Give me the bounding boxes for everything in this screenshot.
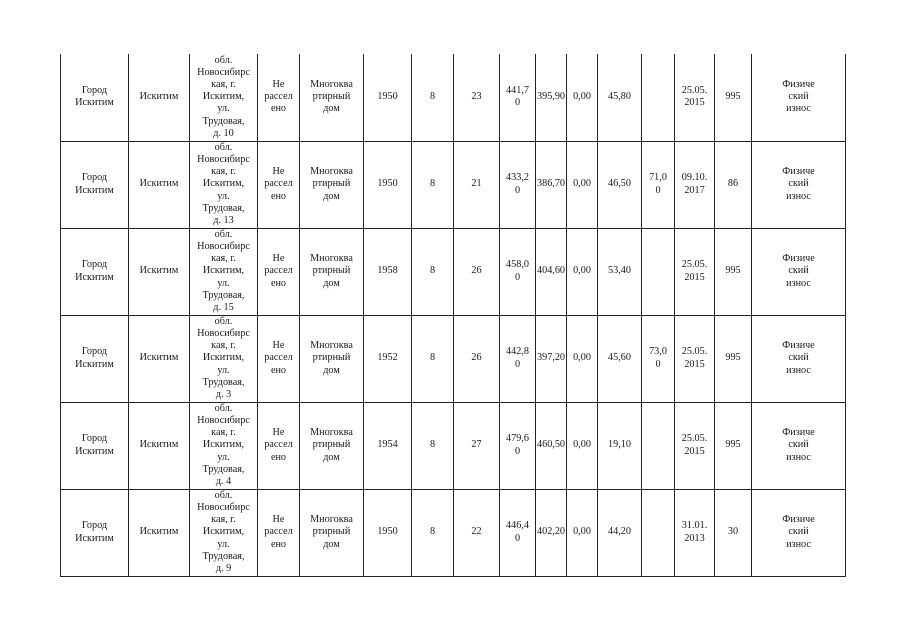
cell-reason bbox=[752, 54, 846, 141]
cell-floors bbox=[412, 141, 454, 228]
cell-text-year: 1950 bbox=[377, 91, 398, 103]
cell-text-floors: 8 bbox=[429, 352, 436, 364]
cell-text-residents: 22 bbox=[471, 526, 482, 538]
cell-text-floors: 8 bbox=[429, 178, 436, 190]
cell-text-area-zero: 0,00 bbox=[573, 178, 591, 190]
cell-text-date: 25.05. 2015 bbox=[681, 433, 708, 457]
cell-address bbox=[190, 141, 258, 228]
cell-area-extra bbox=[642, 54, 675, 141]
cell-text-status: Не рассел ено bbox=[264, 427, 293, 463]
housing-register-table bbox=[60, 54, 846, 577]
cell-text-area-common: 53,40 bbox=[608, 265, 631, 277]
cell-area-common bbox=[598, 402, 642, 489]
cell-text-doc-no: 995 bbox=[725, 91, 741, 103]
cell-text-doc-no: 995 bbox=[725, 352, 741, 364]
cell-status bbox=[258, 489, 300, 576]
table-row bbox=[61, 402, 846, 489]
cell-area-zero bbox=[567, 141, 598, 228]
cell-doc-number bbox=[715, 489, 752, 576]
cell-area-living bbox=[536, 402, 567, 489]
cell-text-area-common: 19,10 bbox=[608, 439, 631, 451]
cell-area-common bbox=[598, 141, 642, 228]
table-row bbox=[61, 54, 846, 141]
cell-residents bbox=[454, 315, 500, 402]
cell-area-living bbox=[536, 141, 567, 228]
table-body bbox=[61, 54, 846, 576]
cell-text-doc-no: 995 bbox=[725, 265, 741, 277]
cell-year bbox=[364, 489, 412, 576]
cell-house-type bbox=[300, 54, 364, 141]
cell-text-year: 1950 bbox=[377, 526, 398, 538]
cell-text-settlement: Город Искитим bbox=[75, 85, 114, 109]
cell-area-living bbox=[536, 228, 567, 315]
cell-doc-number bbox=[715, 228, 752, 315]
cell-text-residents: 27 bbox=[471, 439, 482, 451]
cell-doc-number bbox=[715, 141, 752, 228]
cell-house-type bbox=[300, 141, 364, 228]
cell-district bbox=[129, 228, 190, 315]
cell-text-floors: 8 bbox=[429, 439, 436, 451]
cell-status bbox=[258, 315, 300, 402]
cell-text-area-extra: 71,0 0 bbox=[649, 172, 667, 196]
cell-text-residents: 23 bbox=[471, 91, 482, 103]
cell-text-area-living: 397,20 bbox=[537, 352, 566, 364]
cell-house-type bbox=[300, 315, 364, 402]
cell-area-total bbox=[500, 402, 536, 489]
cell-floors bbox=[412, 228, 454, 315]
cell-area-living bbox=[536, 315, 567, 402]
cell-settlement bbox=[61, 141, 129, 228]
cell-text-status: Не рассел ено bbox=[264, 340, 293, 376]
cell-text-area-common: 45,80 bbox=[608, 91, 631, 103]
cell-text-area-living: 404,60 bbox=[537, 265, 566, 277]
cell-text-area-zero: 0,00 bbox=[573, 91, 591, 103]
cell-date bbox=[675, 54, 715, 141]
cell-status bbox=[258, 54, 300, 141]
cell-area-total bbox=[500, 228, 536, 315]
cell-text-residents: 26 bbox=[471, 265, 482, 277]
cell-text-address: обл. Новосибирс кая, г. Искитим, ул. Трудовая, д. 13 bbox=[197, 141, 250, 226]
cell-area-living bbox=[536, 54, 567, 141]
cell-text-area-zero: 0,00 bbox=[573, 526, 591, 538]
cell-text-date: 25.05. 2015 bbox=[681, 259, 708, 283]
cell-settlement bbox=[61, 228, 129, 315]
cell-area-total bbox=[500, 315, 536, 402]
cell-text-area-common: 44,20 bbox=[608, 526, 631, 538]
cell-text-area-living: 402,20 bbox=[537, 526, 566, 538]
cell-floors bbox=[412, 315, 454, 402]
cell-area-zero bbox=[567, 228, 598, 315]
cell-floors bbox=[412, 402, 454, 489]
cell-doc-number bbox=[715, 54, 752, 141]
cell-text-address: обл. Новосибирс кая, г. Искитим, ул. Трудовая, д. 9 bbox=[197, 489, 250, 574]
cell-text-area-extra: 73,0 0 bbox=[649, 346, 667, 370]
cell-area-common bbox=[598, 228, 642, 315]
cell-text-area-total: 441,7 0 bbox=[506, 85, 529, 109]
cell-text-floors: 8 bbox=[429, 526, 436, 538]
cell-date bbox=[675, 489, 715, 576]
cell-text-date: 25.05. 2015 bbox=[681, 85, 708, 109]
cell-area-living bbox=[536, 489, 567, 576]
cell-area-extra bbox=[642, 315, 675, 402]
cell-reason bbox=[752, 228, 846, 315]
cell-text-district: Искитим bbox=[139, 91, 179, 103]
cell-text-district: Искитим bbox=[139, 265, 179, 277]
cell-text-area-zero: 0,00 bbox=[573, 265, 591, 277]
cell-text-reason: Физиче ский износ bbox=[782, 166, 815, 202]
cell-text-settlement: Город Искитим bbox=[75, 433, 114, 457]
cell-area-extra bbox=[642, 228, 675, 315]
cell-text-year: 1954 bbox=[377, 439, 398, 451]
cell-residents bbox=[454, 141, 500, 228]
cell-text-status: Не рассел ено bbox=[264, 78, 293, 115]
cell-text-type: Многоква ртирный дом bbox=[310, 166, 353, 202]
cell-district bbox=[129, 54, 190, 141]
cell-residents bbox=[454, 402, 500, 489]
cell-text-reason: Физиче ский износ bbox=[782, 340, 815, 376]
cell-year bbox=[364, 402, 412, 489]
cell-text-settlement: Город Искитим bbox=[75, 520, 114, 544]
cell-text-status: Не рассел ено bbox=[264, 253, 293, 289]
cell-text-address: обл. Новосибирс кая, г. Искитим, ул. Трудовая, д. 15 bbox=[197, 228, 250, 313]
cell-status bbox=[258, 141, 300, 228]
cell-area-common bbox=[598, 489, 642, 576]
cell-status bbox=[258, 402, 300, 489]
cell-settlement bbox=[61, 54, 129, 141]
cell-text-area-total: 442,8 0 bbox=[506, 346, 529, 370]
cell-date bbox=[675, 141, 715, 228]
cell-text-address: обл. Новосибирс кая, г. Искитим, ул. Трудовая, д. 3 bbox=[197, 315, 250, 400]
cell-text-area-common: 45,60 bbox=[608, 352, 631, 364]
cell-text-settlement: Город Искитим bbox=[75, 259, 114, 283]
document-page bbox=[60, 54, 845, 576]
cell-date bbox=[675, 315, 715, 402]
cell-area-zero bbox=[567, 315, 598, 402]
cell-text-status: Не рассел ено bbox=[264, 514, 293, 550]
cell-text-district: Искитим bbox=[139, 526, 179, 538]
cell-text-floors: 8 bbox=[429, 91, 436, 103]
cell-area-zero bbox=[567, 54, 598, 141]
cell-house-type bbox=[300, 228, 364, 315]
cell-date bbox=[675, 228, 715, 315]
cell-text-reason: Физиче ский износ bbox=[782, 253, 815, 289]
cell-text-type: Многоква ртирный дом bbox=[310, 514, 353, 550]
cell-area-extra bbox=[642, 141, 675, 228]
cell-district bbox=[129, 489, 190, 576]
cell-text-district: Искитим bbox=[139, 439, 179, 451]
cell-text-area-zero: 0,00 bbox=[573, 439, 591, 451]
cell-house-type bbox=[300, 402, 364, 489]
cell-doc-number bbox=[715, 315, 752, 402]
cell-year bbox=[364, 54, 412, 141]
cell-year bbox=[364, 315, 412, 402]
cell-text-date: 31.01. 2013 bbox=[681, 520, 708, 544]
cell-residents bbox=[454, 489, 500, 576]
cell-text-settlement: Город Искитим bbox=[75, 172, 114, 196]
cell-district bbox=[129, 315, 190, 402]
cell-text-area-total: 458,0 0 bbox=[506, 259, 529, 283]
cell-doc-number bbox=[715, 402, 752, 489]
cell-reason bbox=[752, 315, 846, 402]
cell-floors bbox=[412, 54, 454, 141]
cell-text-reason: Физиче ский износ bbox=[782, 427, 815, 463]
cell-house-type bbox=[300, 489, 364, 576]
cell-text-residents: 21 bbox=[471, 178, 482, 190]
cell-text-reason: Физиче ский износ bbox=[782, 514, 815, 550]
cell-area-zero bbox=[567, 489, 598, 576]
cell-settlement bbox=[61, 315, 129, 402]
cell-area-extra bbox=[642, 489, 675, 576]
cell-text-year: 1950 bbox=[377, 178, 398, 190]
cell-district bbox=[129, 402, 190, 489]
cell-text-area-zero: 0,00 bbox=[573, 352, 591, 364]
cell-text-area-living: 386,70 bbox=[537, 178, 566, 190]
table-row bbox=[61, 141, 846, 228]
cell-year bbox=[364, 141, 412, 228]
cell-text-district: Искитим bbox=[139, 178, 179, 190]
cell-text-address: обл. Новосибирс кая, г. Искитим, ул. Трудовая, д. 4 bbox=[197, 402, 250, 487]
cell-reason bbox=[752, 141, 846, 228]
cell-text-area-total: 433,2 0 bbox=[506, 172, 529, 196]
cell-text-date: 09.10. 2017 bbox=[681, 172, 708, 196]
cell-area-common bbox=[598, 315, 642, 402]
cell-text-area-total: 446,4 0 bbox=[506, 520, 529, 544]
cell-address bbox=[190, 489, 258, 576]
cell-year bbox=[364, 228, 412, 315]
cell-reason bbox=[752, 489, 846, 576]
table-row bbox=[61, 489, 846, 576]
cell-settlement bbox=[61, 402, 129, 489]
cell-text-type: Многоква ртирный дом bbox=[310, 427, 353, 463]
cell-address bbox=[190, 402, 258, 489]
cell-floors bbox=[412, 489, 454, 576]
cell-text-date: 25.05. 2015 bbox=[681, 346, 708, 370]
cell-area-total bbox=[500, 489, 536, 576]
cell-reason bbox=[752, 402, 846, 489]
cell-status bbox=[258, 228, 300, 315]
cell-text-area-living: 460,50 bbox=[537, 439, 566, 451]
cell-text-year: 1952 bbox=[377, 352, 398, 364]
cell-address bbox=[190, 54, 258, 141]
cell-settlement bbox=[61, 489, 129, 576]
cell-text-doc-no: 30 bbox=[727, 526, 739, 538]
cell-text-residents: 26 bbox=[471, 352, 482, 364]
cell-text-area-living: 395,90 bbox=[537, 91, 566, 103]
table-row bbox=[61, 228, 846, 315]
cell-residents bbox=[454, 54, 500, 141]
cell-text-status: Не рассел ено bbox=[264, 166, 293, 202]
cell-residents bbox=[454, 228, 500, 315]
cell-text-reason: Физиче ский износ bbox=[782, 78, 815, 115]
cell-date bbox=[675, 402, 715, 489]
cell-text-address: обл. Новосибирс кая, г. Искитим, ул. Трудовая, д. 10 bbox=[197, 54, 250, 139]
cell-text-year: 1958 bbox=[377, 265, 398, 277]
cell-area-zero bbox=[567, 402, 598, 489]
cell-area-total bbox=[500, 141, 536, 228]
cell-text-doc-no: 86 bbox=[727, 178, 739, 190]
table-row bbox=[61, 315, 846, 402]
cell-address bbox=[190, 228, 258, 315]
cell-text-type: Многоква ртирный дом bbox=[310, 253, 353, 289]
cell-area-common bbox=[598, 54, 642, 141]
cell-text-district: Искитим bbox=[139, 352, 179, 364]
cell-text-settlement: Город Искитим bbox=[75, 346, 114, 370]
cell-district bbox=[129, 141, 190, 228]
cell-text-type: Многоква ртирный дом bbox=[310, 78, 353, 115]
cell-area-extra bbox=[642, 402, 675, 489]
cell-area-total bbox=[500, 54, 536, 141]
cell-text-floors: 8 bbox=[429, 265, 436, 277]
cell-text-type: Многоква ртирный дом bbox=[310, 340, 353, 376]
cell-text-doc-no: 995 bbox=[725, 439, 741, 451]
cell-text-area-total: 479,6 0 bbox=[506, 433, 529, 457]
cell-address bbox=[190, 315, 258, 402]
cell-text-area-common: 46,50 bbox=[608, 178, 631, 190]
